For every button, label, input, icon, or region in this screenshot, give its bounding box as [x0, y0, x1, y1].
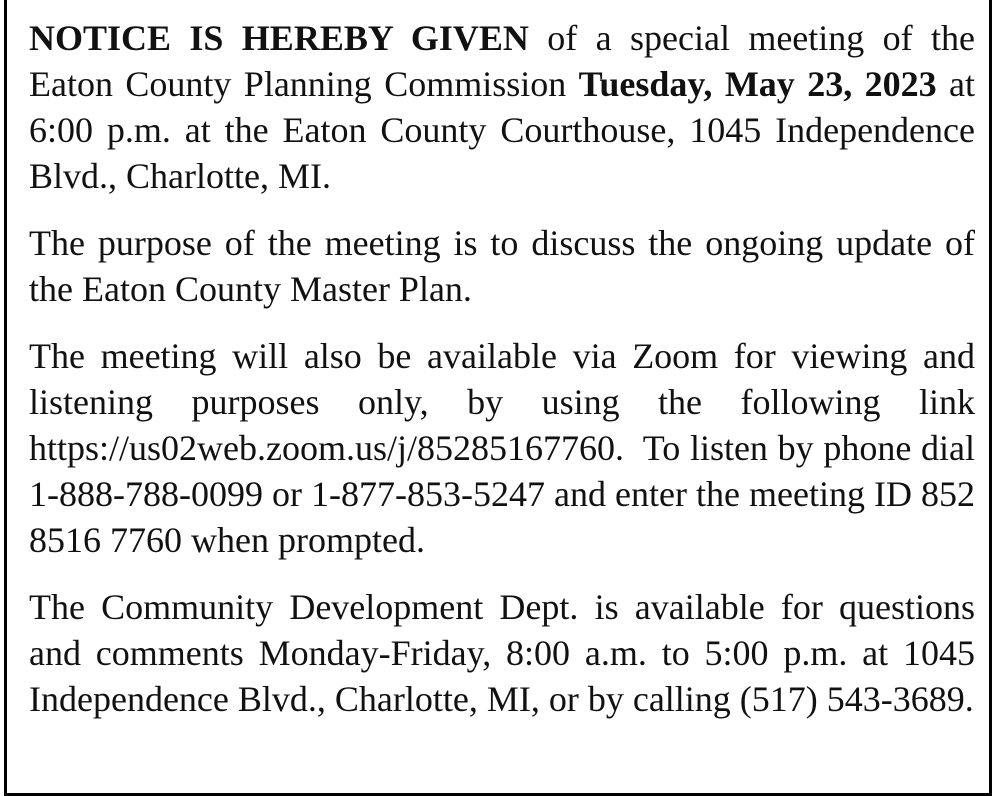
notice-lead: NOTICE IS HEREBY GIVEN: [29, 18, 529, 58]
meeting-location-text: at 6:00 p.m. at the Eaton County Courthouse, 1045 Independence Blvd., Charlotte, MI.: [29, 64, 975, 196]
notice-paragraph-4: The Community Development Dept. is available for questions and comments Monday-Friday, 8:00 a.m. to 5:00 p.m. at 1045 Independence Blvd., Charlotte, MI, or by calling (517) 543-3689.: [29, 587, 975, 719]
notice-paragraph-1: [29, 15, 975, 199]
meeting-date: Tuesday, May 23, 2023: [578, 64, 937, 104]
zoom-link[interactable]: https://us02web.zoom.us/j/85285167760.: [29, 428, 625, 468]
meeting-intro-text: of a special meeting of the Eaton County Planning Commission: [29, 18, 975, 104]
notice-paragraph-2: The purpose of the meeting is to discuss the ongoing update of the Eaton County Master Plan.: [29, 223, 975, 309]
notice-paragraph-3: [29, 333, 984, 563]
phone-instructions-text: To listen by phone dial 1-888-788-0099 or 1-877-853-5247 and enter the meeting ID 852 8516 7760 when prompted.: [29, 428, 984, 560]
zoom-intro-text: The meeting will also be available via Zoom for viewing and listening purposes only, by using the following link: [29, 336, 975, 422]
notice-body: [29, 15, 984, 743]
notice-border: [4, 0, 992, 796]
